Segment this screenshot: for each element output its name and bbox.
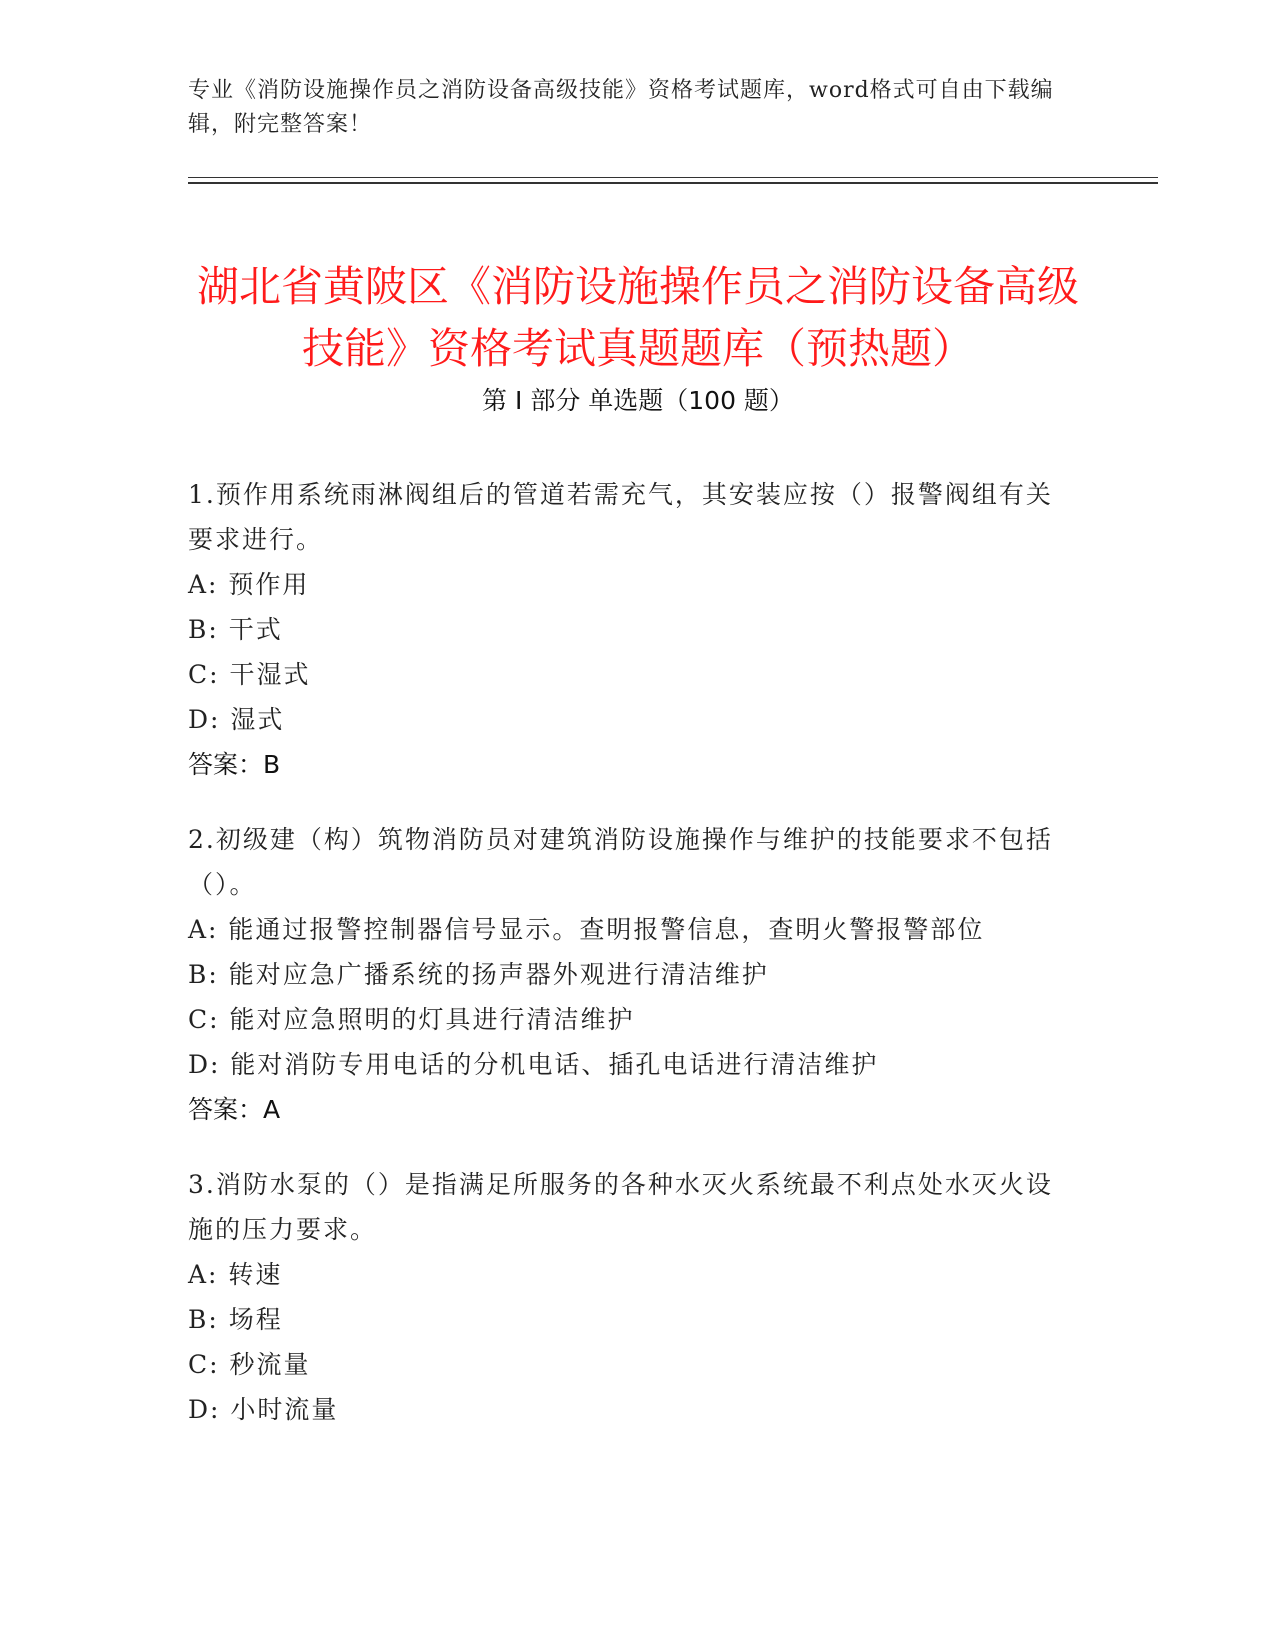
header-divider-thin: [188, 177, 1158, 178]
question-item: [188, 817, 1068, 1132]
option-b: B: 能对应急广播系统的扬声器外观进行清洁维护: [188, 960, 769, 989]
option-b: B: 干式: [188, 615, 283, 644]
option-d: D: 能对消防专用电话的分机电话、插孔电话进行清洁维护: [188, 1050, 879, 1079]
question-item: [188, 472, 1068, 787]
question-stem: 1.预作用系统雨淋阀组后的管道若需充气，其安装应按（）报警阀组有关要求进行。: [188, 480, 1053, 554]
section-heading: 第 I 部分 单选题（100 题）: [482, 386, 794, 415]
question-list: [188, 472, 1068, 1462]
option-d: D: 湿式: [188, 705, 285, 734]
option-a: A: 能通过报警控制器信号显示。查明报警信息，查明火警报警部位: [188, 915, 985, 944]
answer-line: 答案：A: [188, 1095, 281, 1124]
header-note: 专业《消防设施操作员之消防设备高级技能》资格考试题库，word格式可自由下载编辑，附完整答案！: [188, 78, 1054, 137]
option-a: A: 预作用: [188, 570, 310, 599]
option-d: D: 小时流量: [188, 1395, 339, 1424]
answer-line: 答案：B: [188, 750, 281, 779]
question-stem: 3.消防水泵的（）是指满足所服务的各种水灭火系统最不利点处水灭火设施的压力要求。: [188, 1170, 1053, 1244]
option-a: A: 转速: [188, 1260, 283, 1289]
option-c: C: 能对应急照明的灯具进行清洁维护: [188, 1005, 635, 1034]
header-divider-thick: [188, 182, 1158, 184]
option-c: C: 干湿式: [188, 660, 311, 689]
option-b: B: 场程: [188, 1305, 283, 1334]
option-c: C: 秒流量: [188, 1350, 311, 1379]
document-title: 湖北省黄陂区《消防设施操作员之消防设备高级技能》资格考试真题题库（预热题）: [196, 262, 1079, 374]
question-stem: 2.初级建（构）筑物消防员对建筑消防设施操作与维护的技能要求不包括（）。: [188, 825, 1053, 899]
question-item: [188, 1162, 1068, 1432]
